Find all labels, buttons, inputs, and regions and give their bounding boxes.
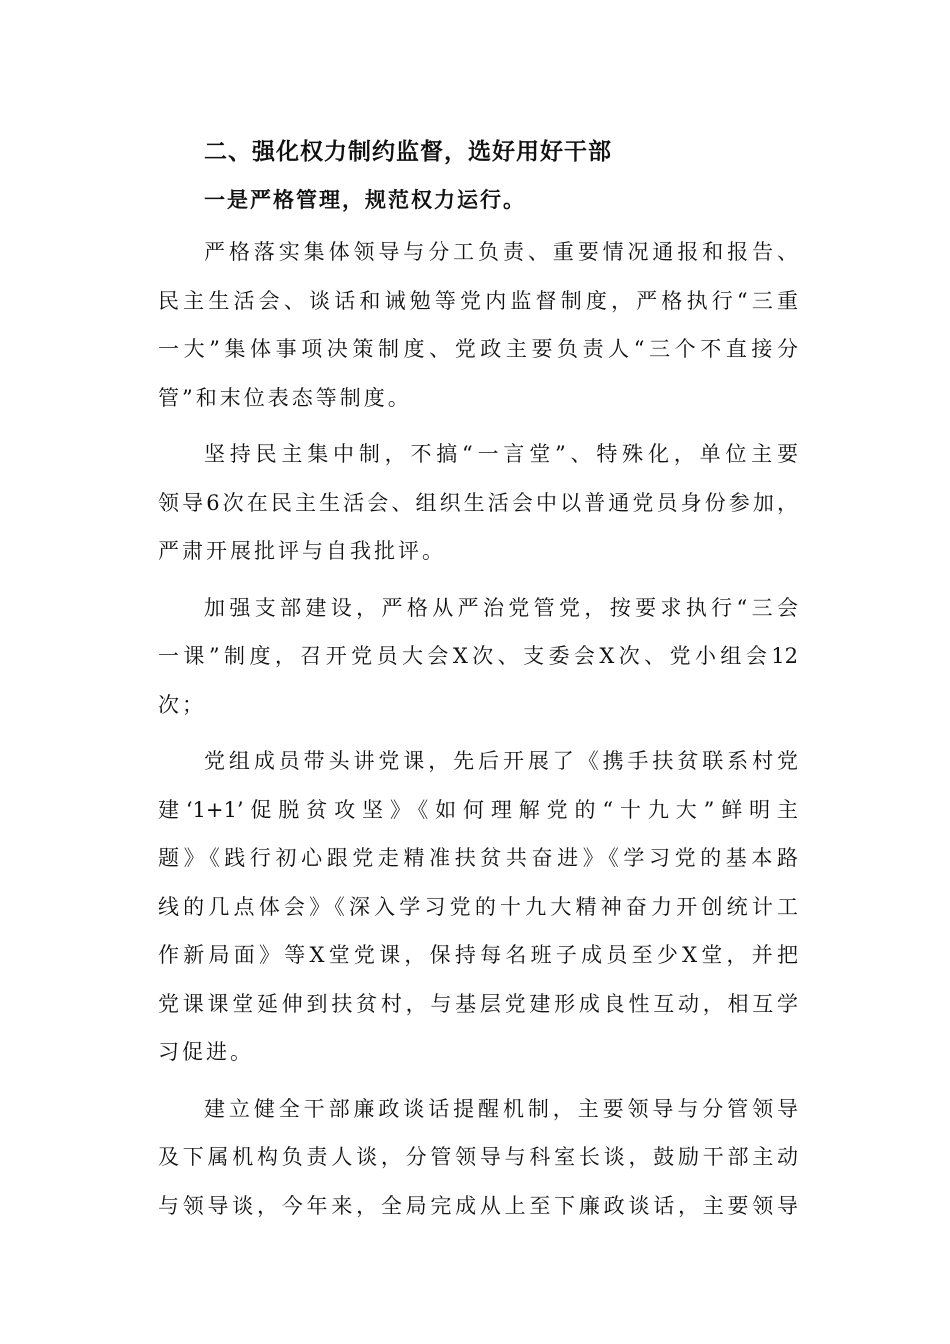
paragraph-line: 一课”制度，召开党员大会X次、支委会X次、党小组会12	[158, 644, 798, 668]
paragraph-line: 建立健全干部廉政谈话提醒机制，主要领导与分管领导	[204, 1096, 798, 1121]
subsection-heading: 一是严格管理，规范权力运行。	[204, 187, 526, 212]
paragraph-line: 严格落实集体领导与分工负责、重要情况通报和报告、	[204, 240, 798, 264]
paragraph-line: 习促进。	[158, 1040, 254, 1064]
paragraph-line: 建‘1+1’促脱贫攻坚》《如何理解党的“十九大”鲜明主	[158, 797, 798, 822]
paragraph-line: 管”和末位表态等制度。	[158, 385, 412, 410]
paragraph-line: 坚持民主集中制，不搞“一言堂”、特殊化，单位主要	[204, 442, 798, 466]
body-text	[158, 228, 798, 1230]
paragraph-line: 与领导谈，今年来，全局完成从上至下廉政谈话，主要领导	[158, 1193, 798, 1218]
paragraph-line: 领导6次在民主生活会、组织生活会中以普通党员身份参加，	[158, 490, 798, 515]
paragraph	[158, 430, 798, 576]
paragraph-line: 严肃开展批评与自我批评。	[158, 539, 446, 563]
paragraph-line: 加强支部建设，严格从严治党管党，按要求执行“三会	[204, 595, 798, 620]
paragraph-line: 题》《践行初心跟党走精准扶贫共奋进》《学习党的基本路	[158, 846, 798, 870]
paragraph	[158, 584, 798, 730]
paragraph-line: 次；	[158, 692, 206, 717]
paragraph-line: 一大”集体事项决策制度、党政主要负责人“三个不直接分	[158, 337, 798, 361]
paragraph	[158, 737, 798, 1077]
paragraph-line: 党课课堂延伸到扶贫村，与基层党建形成良性互动，相互学	[158, 991, 798, 1016]
paragraph	[158, 1085, 798, 1231]
paragraph	[158, 228, 798, 422]
paragraph-line: 党组成员带头讲党课，先后开展了《携手扶贫联系村党	[204, 749, 798, 773]
paragraph-line: 及下属机构负责人谈，分管领导与科室长谈，鼓励干部主动	[158, 1145, 798, 1169]
section-heading: 二、强化权力制约监督，选好用好干部	[204, 139, 612, 165]
paragraph-line: 民主生活会、谈话和诫勉等党内监督制度，严格执行“三重	[158, 288, 798, 313]
paragraph-line: 线的几点体会》《深入学习党的十九大精神奋力开创统计工	[158, 894, 798, 919]
document-page	[158, 132, 798, 1230]
paragraph-line: 作新局面》等X堂党课，保持每名班子成员至少X堂，并把	[158, 943, 798, 967]
